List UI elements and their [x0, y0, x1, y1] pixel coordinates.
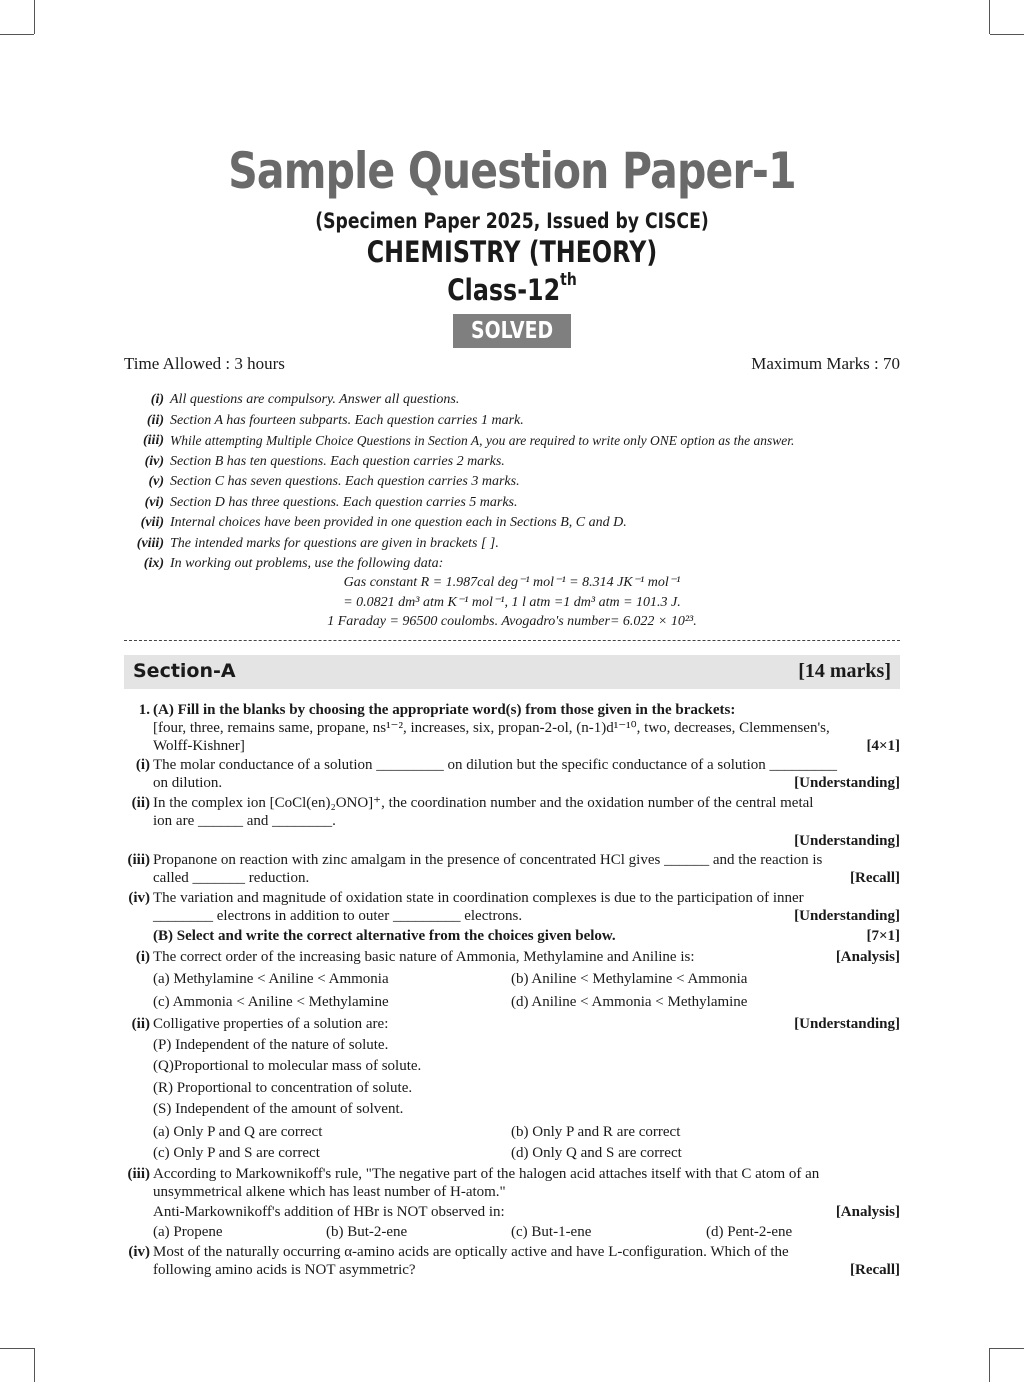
- crop-mark: [34, 1348, 35, 1382]
- instruction-item: (viii) The intended marks for questions are given in brackets [ ].: [136, 535, 499, 551]
- instruction-item: (iii) While attempting Multiple Choice Questions in Section A, you are required to write only ONE option as the answer.: [143, 433, 795, 448]
- section-name: Section-A: [133, 660, 236, 682]
- crop-mark: [990, 34, 1024, 35]
- paper-subtitle: (Specimen Paper 2025, Issued by CISCE): [315, 209, 709, 233]
- section-marks: [14 marks]: [798, 660, 891, 682]
- data-line: Gas constant R = 1.987cal deg⁻¹ mol⁻¹ = 8.314 JK⁻¹ mol⁻¹: [343, 575, 681, 590]
- option-b: (b) But-2-ene: [326, 1224, 408, 1240]
- instruction-item: (ii) Section A has fourteen subparts. Each question carries 1 mark.: [146, 412, 524, 428]
- question-a-i: (i) The molar conductance of a solution _________ on dilution but the specific conductance of a solution _________ on dilution. [Understanding]: [135, 757, 900, 791]
- data-line: 1 Faraday = 96500 coulombs. Avogadro's number= 6.022 × 10²³.: [327, 614, 697, 629]
- crop-mark: [0, 1348, 34, 1349]
- statement-p: (P) Independent of the nature of solute.: [153, 1037, 389, 1053]
- question-a-iv: (iv) The variation and magnitude of oxidation state in coordination complexes is due to the participation of inner ________ electrons in addition to outer _________ electrons. [Understanding]: [128, 890, 900, 924]
- section-header: [124, 655, 900, 689]
- instruction-item: (ix) In working out problems, use the following data:: [143, 556, 444, 571]
- option-c: (c) Only P and S are correct: [153, 1145, 320, 1161]
- class-title: Class-12th: [447, 270, 577, 307]
- crop-mark: [34, 0, 35, 34]
- option-c: (c) But-1-ene: [511, 1224, 592, 1240]
- option-b: (b) Only P and R are correct: [511, 1124, 681, 1140]
- question-b-i: (i) The correct order of the increasing basic nature of Ammonia, Methylamine and Aniline is: [Analysis]: [135, 949, 900, 965]
- instruction-item: (iv) Section B has ten questions. Each question carries 2 marks.: [144, 453, 505, 469]
- option-a: (a) Only P and Q are correct: [153, 1124, 323, 1140]
- option-d: (d) Only Q and S are correct: [511, 1145, 682, 1161]
- divider: [124, 640, 900, 641]
- maximum-marks: Maximum Marks : 70: [751, 354, 900, 373]
- data-line: = 0.0821 dm³ atm K⁻¹ mol⁻¹, 1 l atm =1 dm³ atm = 101.3 J.: [343, 595, 681, 610]
- subject-title: CHEMISTRY (THEORY): [366, 235, 658, 269]
- instruction-item: (v) Section C has seven questions. Each question carries 3 marks.: [148, 474, 520, 489]
- question-a-iii: (iii) Propanone on reaction with zinc amalgam in the presence of concentrated HCl gives ______ and the reaction is called _______ reduction. [Recall]: [127, 852, 900, 886]
- option-c: (c) Ammonia < Aniline < Methylamine: [153, 994, 389, 1010]
- option-b: (b) Aniline < Methylamine < Ammonia: [511, 971, 748, 987]
- question-b-ii: (ii) Colligative properties of a solution are: [Understanding]: [131, 1016, 900, 1032]
- question-b-iii: (iii) According to Markownikoff's rule, "The negative part of the halogen acid attaches itself with that C atom of an unsymmetrical alkene which has least number of H-atom." Anti-Markownikoff's addition of HBr is NOT observed in: [Analysis]: [127, 1166, 900, 1220]
- question-a-ii: (ii) In the complex ion [CoCl(en)₂ONO]⁺, the coordination number and the oxidation number of the central metal ion are ______ and ________. [Understanding]: [131, 795, 900, 849]
- instruction-item: (i) All questions are compulsory. Answer all questions.: [150, 392, 460, 407]
- question-part-b: (B) Select and write the correct alternative from the choices given below. [7×1]: [153, 928, 900, 944]
- option-d: (d) Pent-2-ene: [706, 1224, 793, 1240]
- page-title: Sample Question Paper-1: [228, 142, 796, 200]
- question-b-iv: (iv) Most of the naturally occurring α-amino acids are optically active and have L-configuration. Which of the following amino acids is NOT asymmetric? [Recall]: [128, 1244, 900, 1278]
- crop-mark: [989, 1348, 990, 1382]
- option-a: (a) Propene: [153, 1224, 223, 1240]
- option-a: (a) Methylamine < Aniline < Ammonia: [153, 971, 389, 987]
- statement-q: (Q)Proportional to molecular mass of solute.: [153, 1058, 422, 1074]
- instruction-item: (vi) Section D has three questions. Each question carries 5 marks.: [144, 494, 518, 510]
- crop-mark: [0, 34, 34, 35]
- solved-badge: SOLVED: [453, 314, 571, 348]
- statement-s: (S) Independent of the amount of solvent.: [153, 1101, 404, 1117]
- question-1: 1. (A) Fill in the blanks by choosing the appropriate word(s) from those given in the brackets: [four, three, remains same, propane, ns¹⁻², increases, six, propan-2-ol, (n-1)d¹⁻¹⁰, two, decreases, Clemmensen's, Wolff-Kishner] [4×1]: [138, 702, 900, 754]
- crop-mark: [990, 1348, 1024, 1349]
- time-allowed: Time Allowed : 3 hours: [124, 354, 285, 373]
- statement-r: (R) Proportional to concentration of solute.: [153, 1080, 413, 1096]
- crop-mark: [989, 0, 990, 34]
- instruction-item: (vii) Internal choices have been provided in one question each in Sections B, C and D.: [140, 515, 627, 530]
- option-d: (d) Aniline < Ammonia < Methylamine: [511, 994, 748, 1010]
- instructions-list: [124, 390, 900, 575]
